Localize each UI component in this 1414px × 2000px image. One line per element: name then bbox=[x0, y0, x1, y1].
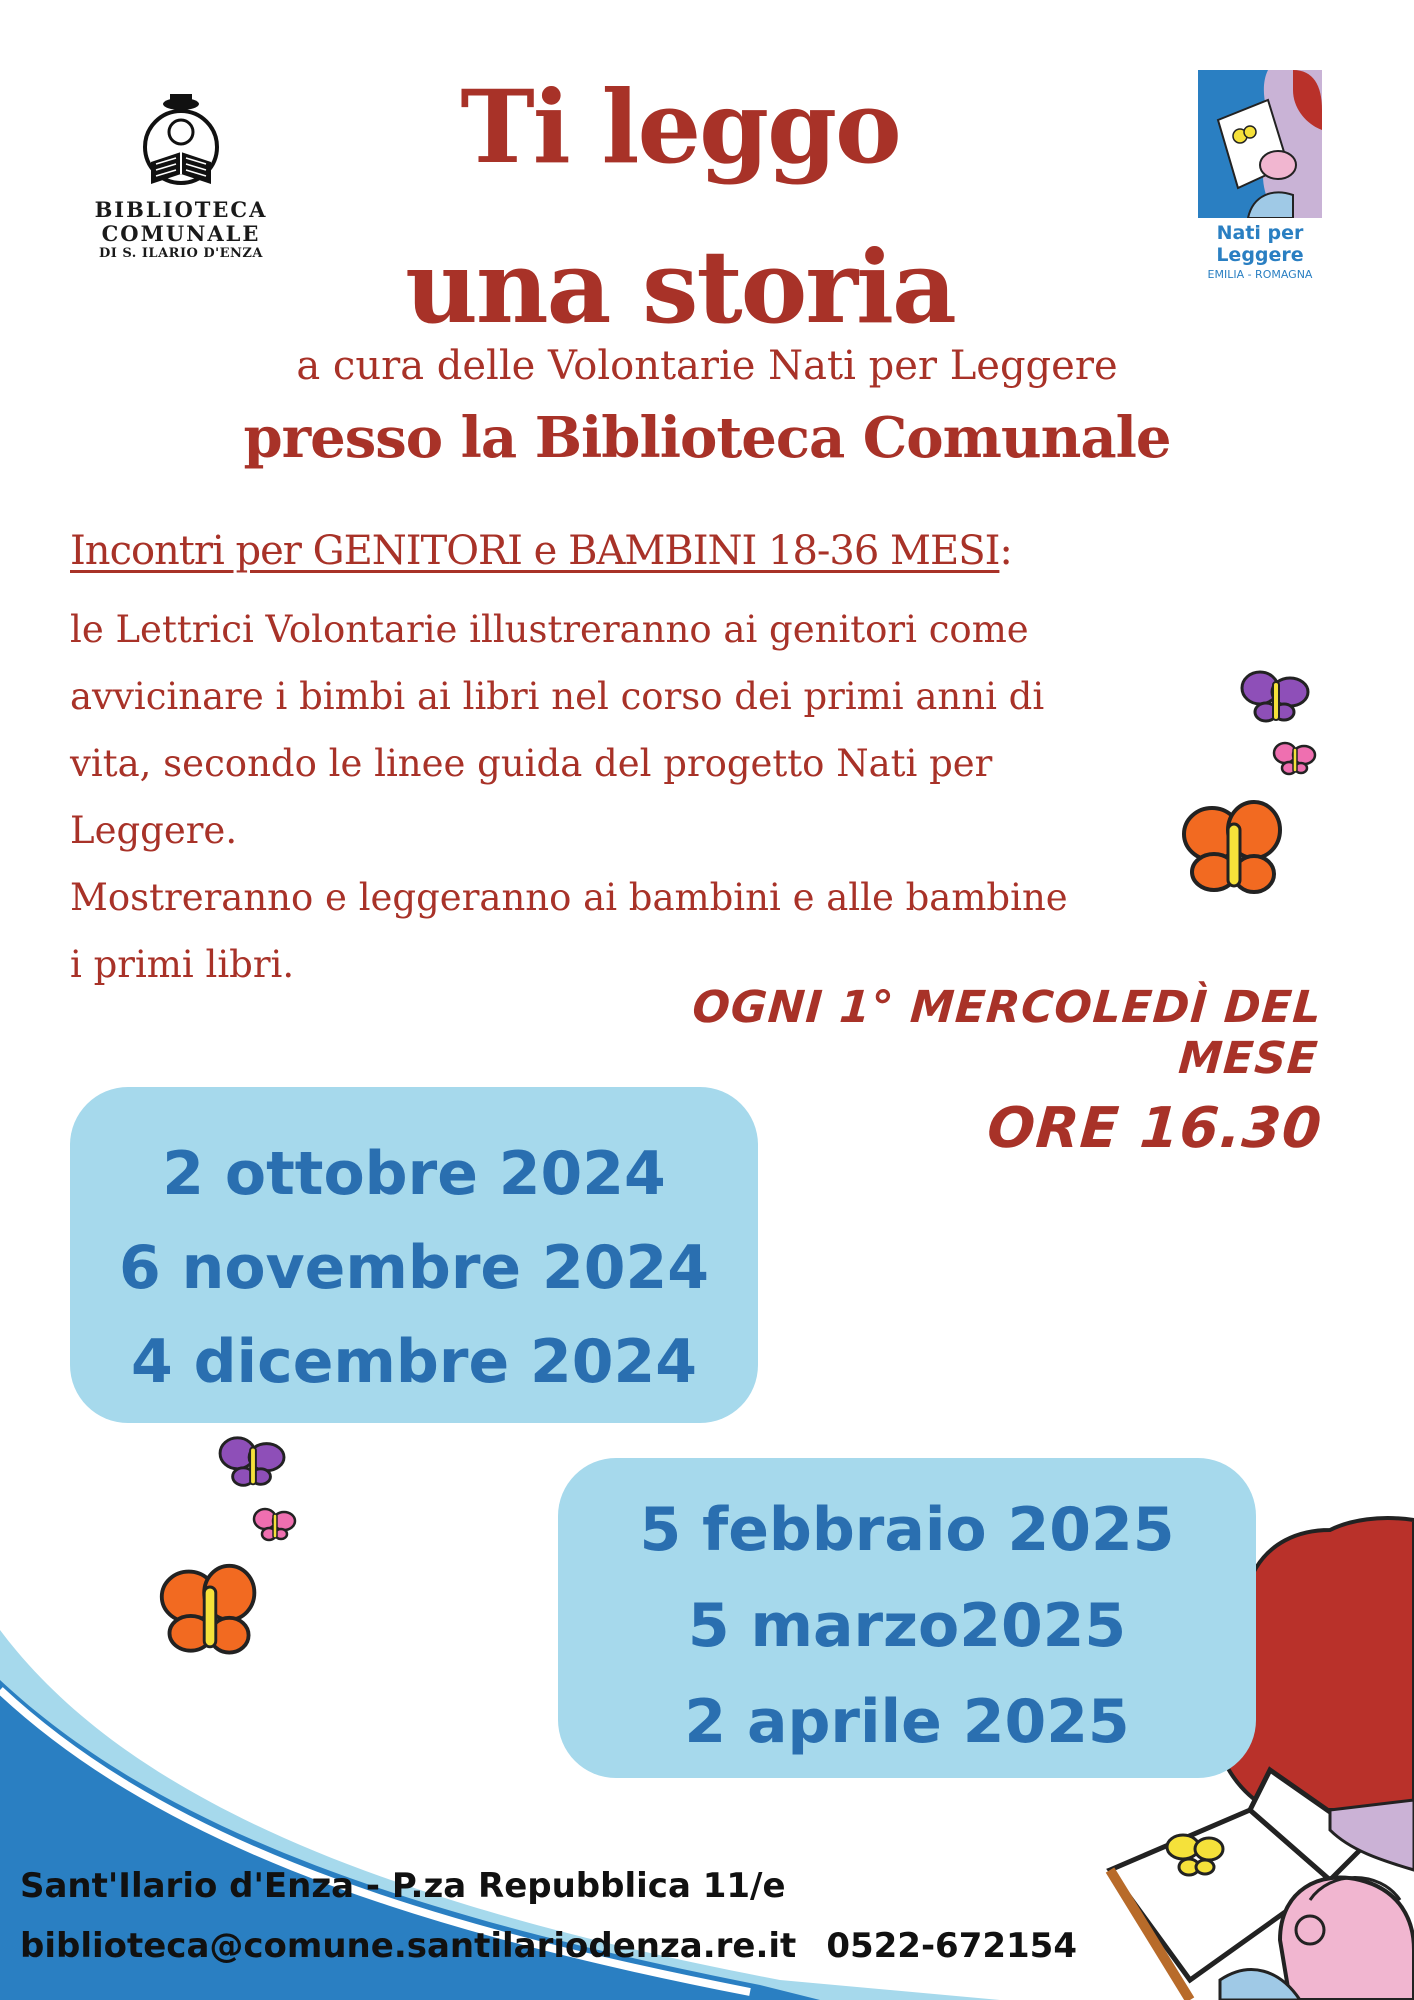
intro-body bbox=[70, 596, 1130, 998]
butterfly-pink-icon bbox=[1272, 738, 1318, 780]
body-line: vita, secondo le linee guida del progetto Nati per bbox=[70, 742, 993, 785]
nati-per-leggere-logo bbox=[1196, 70, 1324, 281]
body-line: avvicinare i bimbi ai libri nel corso dei primi anni di bbox=[70, 675, 1045, 718]
title-line1: Ti leggo bbox=[460, 68, 900, 186]
date-item: 5 marzo2025 bbox=[687, 1591, 1127, 1661]
date-item: 5 febbraio 2025 bbox=[639, 1495, 1175, 1565]
butterfly-purple-icon bbox=[1240, 666, 1312, 730]
subtitle: a cura delle Volontarie Nati per Leggere bbox=[296, 343, 1118, 389]
dates-box-2025 bbox=[558, 1458, 1256, 1778]
date-item: 2 ottobre 2024 bbox=[162, 1139, 666, 1209]
dates-box-2024 bbox=[70, 1087, 758, 1423]
library-logo-line2: COMUNALE bbox=[101, 221, 261, 246]
footer-contact-line bbox=[20, 1916, 1120, 1976]
npl-logo-region: EMILIA - ROMAGNA bbox=[1207, 268, 1313, 281]
body-line: i primi libri. bbox=[70, 943, 295, 986]
date-item: 4 dicembre 2024 bbox=[130, 1327, 698, 1397]
title-line2: una storia bbox=[405, 228, 955, 346]
body-line: Mostreranno e leggeranno ai bambini e alle bambine bbox=[70, 876, 1068, 919]
library-logo-line1: BIBLIOTECA bbox=[94, 197, 268, 222]
npl-logo-name-line2: Leggere bbox=[1216, 244, 1304, 266]
butterfly-pink-icon bbox=[252, 1504, 298, 1546]
footer-email[interactable]: biblioteca@comune.santilariodenza.re.it bbox=[20, 1926, 797, 1966]
butterfly-orange-icon bbox=[156, 1560, 264, 1668]
intro-heading-text: Incontri per GENITORI e BAMBINI 18-36 MESI bbox=[70, 528, 1000, 574]
library-logo bbox=[90, 92, 272, 262]
venue: presso la Biblioteca Comunale bbox=[243, 405, 1171, 471]
date-item: 6 novembre 2024 bbox=[118, 1233, 709, 1303]
footer-contact bbox=[20, 1856, 1120, 1976]
npl-logo-name-line1: Nati per bbox=[1216, 222, 1304, 244]
nati-per-leggere-emblem-icon bbox=[1198, 70, 1322, 218]
body-line: le Lettrici Volontarie illustreranno ai genitori come bbox=[70, 608, 1029, 651]
library-emblem-icon bbox=[136, 92, 226, 198]
date-item: 2 aprile 2025 bbox=[684, 1687, 1130, 1757]
butterfly-purple-icon bbox=[218, 1432, 288, 1494]
intro-heading bbox=[70, 528, 1120, 574]
intro-heading-colon: : bbox=[999, 528, 1013, 574]
body-line: Leggere. bbox=[70, 809, 238, 852]
butterfly-orange-icon bbox=[1178, 796, 1290, 908]
library-logo-line3: DI S. ILARIO D'ENZA bbox=[98, 246, 264, 261]
footer-phone[interactable]: 0522-672154 bbox=[826, 1926, 1077, 1966]
footer-address: Sant'Ilario d'Enza - P.za Repubblica 11/e bbox=[20, 1866, 786, 1906]
schedule-when: OGNI 1° MERCOLEDÌ DEL MESE bbox=[690, 982, 1324, 1084]
schedule-time: ORE 16.30 bbox=[985, 1096, 1325, 1161]
